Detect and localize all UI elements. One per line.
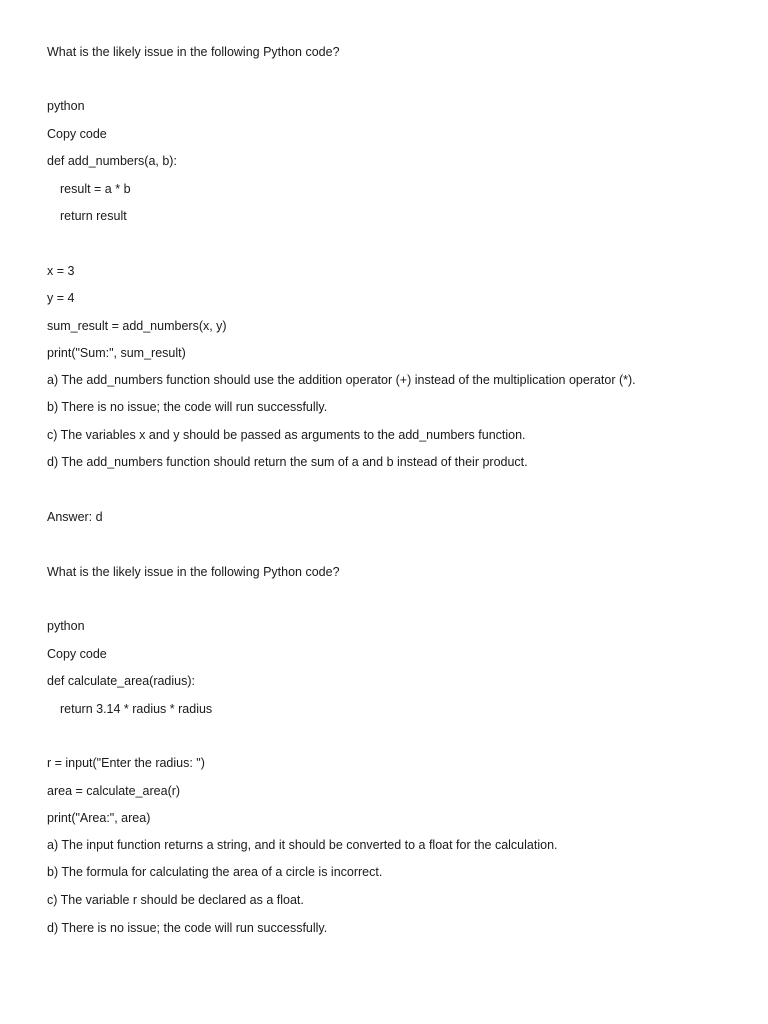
question-2-code-line: return 3.14 * radius * radius (60, 702, 213, 716)
question-2-language-label: python (47, 619, 85, 633)
question-1-code-line: result = a * b (60, 182, 131, 196)
question-1-answer: Answer: d (47, 510, 103, 524)
question-1-code-line: y = 4 (47, 291, 75, 305)
question-1-code-line: def add_numbers(a, b): (47, 154, 177, 168)
question-2-option-c: c) The variable r should be declared as a float. (47, 893, 304, 907)
question-2-copy-label: Copy code (47, 647, 107, 661)
question-2-prompt: What is the likely issue in the following Python code? (47, 565, 340, 579)
question-2-option-a: a) The input function returns a string, and it should be converted to a float for the calculation. (47, 838, 558, 852)
question-2-option-d: d) There is no issue; the code will run successfully. (47, 921, 328, 935)
question-1-option-b: b) There is no issue; the code will run successfully. (47, 400, 328, 414)
question-1-code-line: print("Sum:", sum_result) (47, 346, 186, 360)
question-1-option-c: c) The variables x and y should be passed as arguments to the add_numbers function. (47, 428, 526, 442)
question-1-option-a: a) The add_numbers function should use the addition operator (+) instead of the multiplication operator (*). (47, 373, 636, 387)
question-2-code-line: print("Area:", area) (47, 811, 151, 825)
question-1-option-d: d) The add_numbers function should return the sum of a and b instead of their product. (47, 455, 528, 469)
question-1-code-line: return result (60, 209, 127, 223)
question-1-language-label: python (47, 99, 85, 113)
question-2-code-line: r = input("Enter the radius: ") (47, 756, 205, 770)
question-1-code-line: sum_result = add_numbers(x, y) (47, 319, 227, 333)
question-2-code-line: area = calculate_area(r) (47, 784, 181, 798)
question-1-copy-label: Copy code (47, 127, 107, 141)
question-1-code-line: x = 3 (47, 264, 75, 278)
question-2-option-b: b) The formula for calculating the area of a circle is incorrect. (47, 865, 383, 879)
question-2-code-line: def calculate_area(radius): (47, 674, 195, 688)
question-1-prompt: What is the likely issue in the following Python code? (47, 45, 340, 59)
